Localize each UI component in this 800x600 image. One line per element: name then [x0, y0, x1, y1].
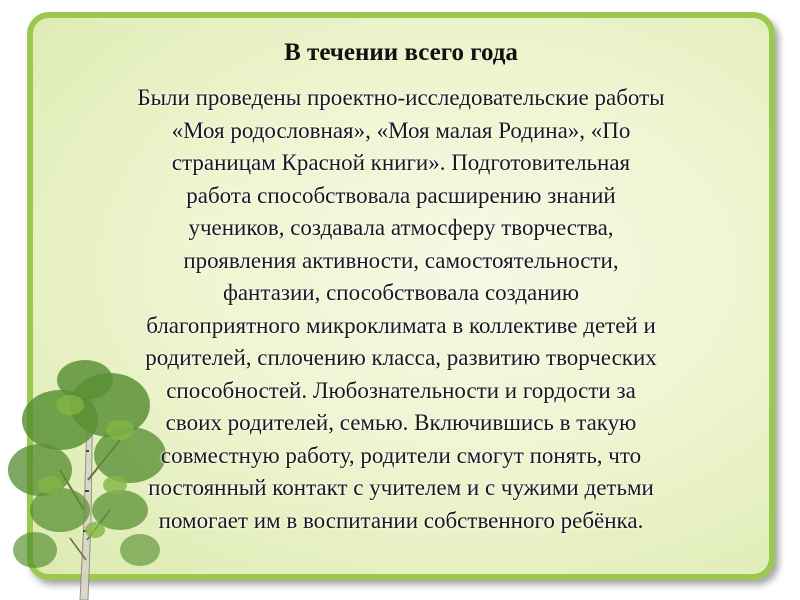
body-line: работа способствовала расширению знаний	[186, 182, 616, 208]
body-line: родителей, сплочению класса, развитию творческих	[145, 345, 657, 370]
body-line: «Моя родословная», «Моя малая Родина», «По	[171, 117, 631, 143]
body-line: учеников, создавала атмосферу творчества,	[188, 215, 614, 240]
body-line: проявления активности, самостоятельности,	[183, 247, 619, 273]
body-line: фантазии, способствовала созданию	[222, 280, 580, 305]
slide-body-text	[40, 82, 762, 537]
body-line: своих родителей, семью. Включившись в такую	[165, 410, 637, 435]
body-line: помогает им в воспитании собственного ребёнка.	[158, 507, 644, 533]
body-line: Были проведены проектно-исследовательские работы	[137, 85, 665, 110]
body-line: способностей. Любознательности и гордости за	[166, 377, 636, 403]
body-line: постоянный контакт с учителем и с чужими детьми	[148, 475, 654, 500]
slide-title: В течении всего года	[284, 39, 518, 66]
body-line: страницам Красной книги». Подготовительная	[171, 150, 631, 175]
body-line: совместную работу, родители смогут понять, что	[160, 442, 642, 468]
body-line: благоприятного микроклимата в коллективе детей и	[146, 312, 656, 338]
